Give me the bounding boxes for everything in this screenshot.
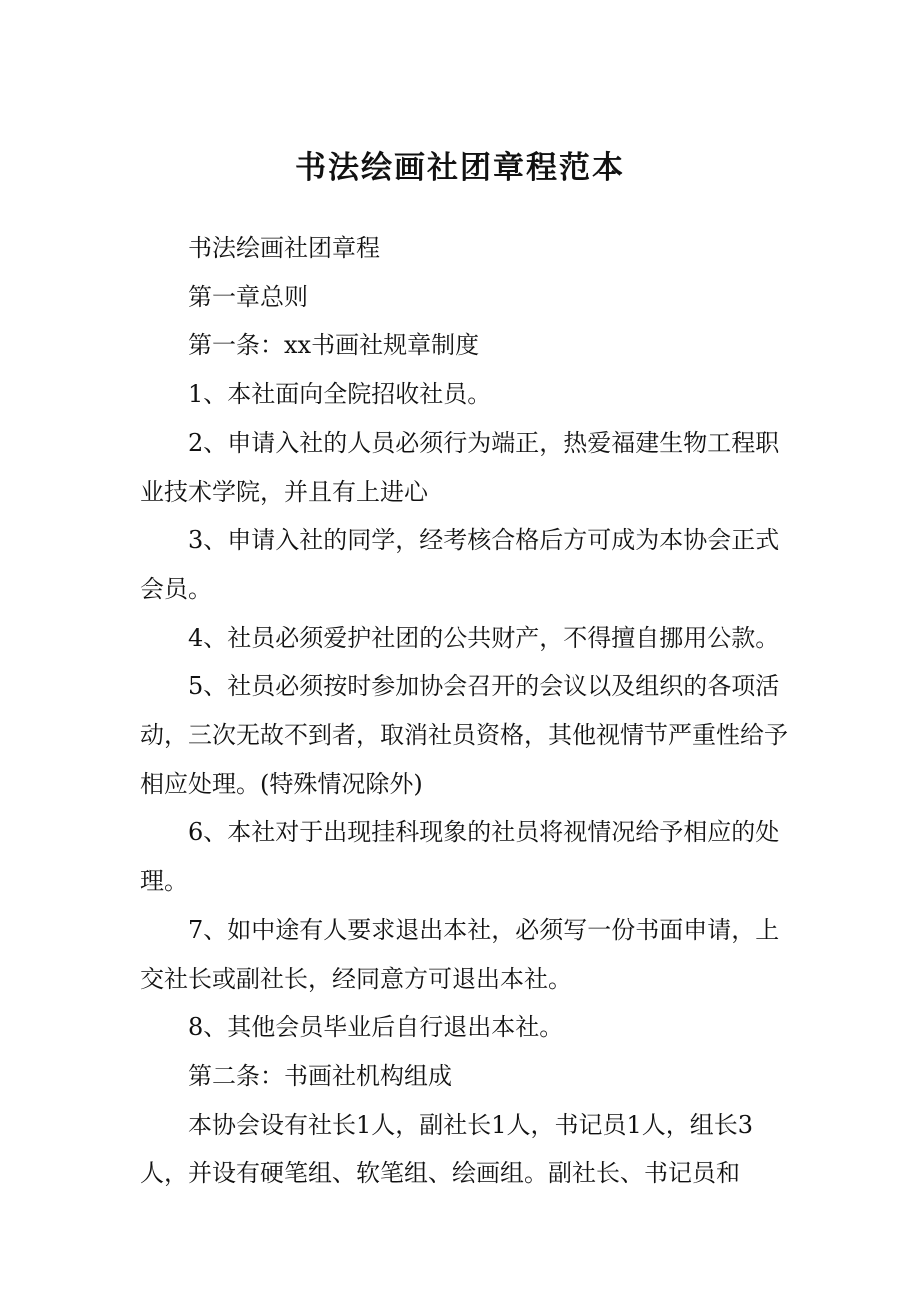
- paragraph-organization: 本协会设有社长1人，副社长1人，书记员1人，组长3人，并设有硬笔组、软笔组、绘画组。副社长、书记员和: [140, 1110, 754, 1188]
- paragraph-rule-1: 1、本社面向全院招收社员。: [188, 380, 492, 409]
- paragraph-rule-5: 5、社员必须按时参加协会召开的会议以及组织的各项活动，三次无故不到者，取消社员资格，其他视情节严重性给予相应处理。(特殊情况除外): [140, 672, 788, 798]
- paragraph-rule-2: 2、申请入社的人员必须行为端正，热爱福建生物工程职业技术学院，并且有上进心: [140, 428, 780, 506]
- paragraph-rule-4: 4、社员必须爱护社团的公共财产，不得擅自挪用公款。: [188, 623, 780, 652]
- paragraph-article-1-heading: 第一条：xx书画社规章制度: [188, 331, 480, 360]
- paragraph-rule-6: 6、本社对于出现挂科现象的社员将视情况给予相应的处理。: [140, 818, 780, 896]
- paragraph-rule-3: 3、申请入社的同学，经考核合格后方可成为本协会正式会员。: [140, 526, 780, 603]
- paragraph-rule-7: 7、如中途有人要求退出本社，必须写一份书面申请，上交社长或副社长，经同意方可退出本社。: [140, 915, 780, 993]
- document-title: 书法绘画社团章程范本: [295, 150, 625, 186]
- paragraph-rule-8: 8、其他会员毕业后自行退出本社。: [188, 1013, 564, 1042]
- paragraph-subtitle: 书法绘画社团章程: [188, 234, 380, 262]
- paragraph-chapter-heading: 第一章总则: [188, 282, 308, 311]
- paragraph-article-2-heading: 第二条：书画社机构组成: [188, 1061, 452, 1090]
- document-body: [140, 224, 788, 1198]
